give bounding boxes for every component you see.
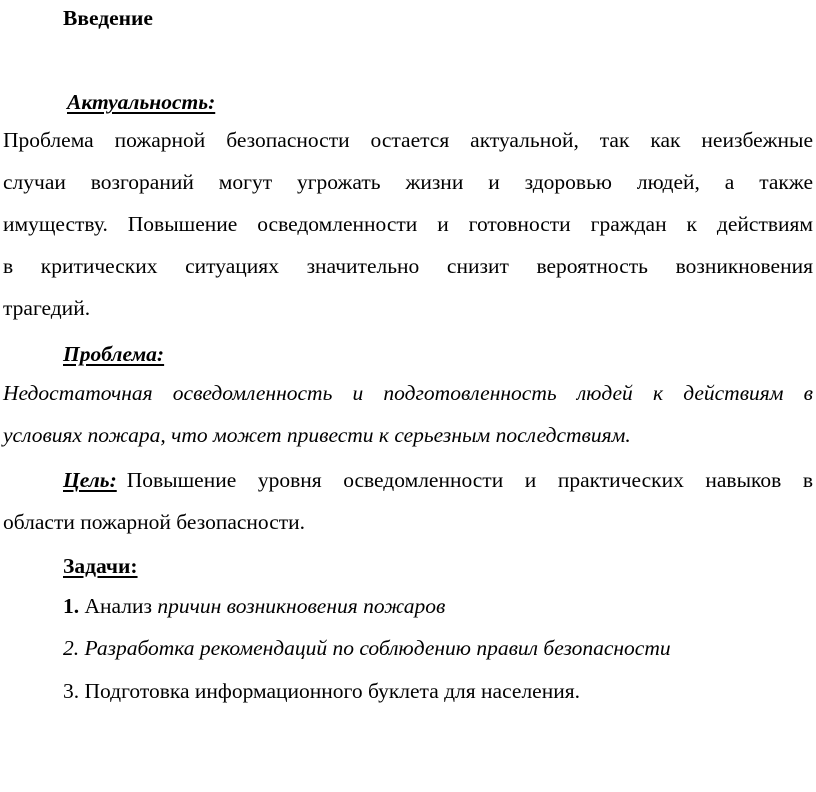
task-item-2: 2. Разработка рекомендаций по соблюдению правил безопасности: [63, 636, 671, 660]
relevance-line-5: трагедий.: [3, 296, 91, 320]
document-title: Введение: [63, 6, 153, 30]
relevance-heading: Актуальность:: [67, 90, 216, 114]
problem-line-1: Недостаточная осведомленность и подготовленность людей к действиям в: [3, 381, 813, 405]
task-item-1-italic: причин возникновения пожаров: [157, 594, 446, 618]
relevance-line-3: имуществу. Повышение осведомленности и готовности граждан к действиям: [3, 212, 813, 236]
relevance-line-2: случаи возгораний могут угрожать жизни и здоровью людей, а также: [3, 170, 813, 194]
task-item-1-number: 1.: [63, 594, 80, 618]
tasks-heading: Задачи:: [63, 554, 138, 578]
relevance-line-4: в критических ситуациях значительно снизит вероятность возникновения: [3, 254, 813, 278]
goal-heading: Цель:: [63, 468, 117, 492]
goal-text-1: Повышение уровня осведомленности и практических навыков в: [126, 468, 813, 492]
task-item-3: 3. Подготовка информационного буклета для населения.: [63, 679, 580, 703]
goal-line-2: области пожарной безопасности.: [3, 510, 306, 534]
relevance-line-1: Проблема пожарной безопасности остается актуальной, так как неизбежные: [3, 128, 813, 152]
task-item-1-plain: Анализ: [84, 594, 152, 618]
task-item-1: [63, 592, 445, 620]
goal-line-1: [63, 466, 813, 494]
problem-heading: Проблема:: [63, 342, 165, 366]
problem-line-2: условиях пожара, что может привести к серьезным последствиям.: [3, 423, 631, 447]
